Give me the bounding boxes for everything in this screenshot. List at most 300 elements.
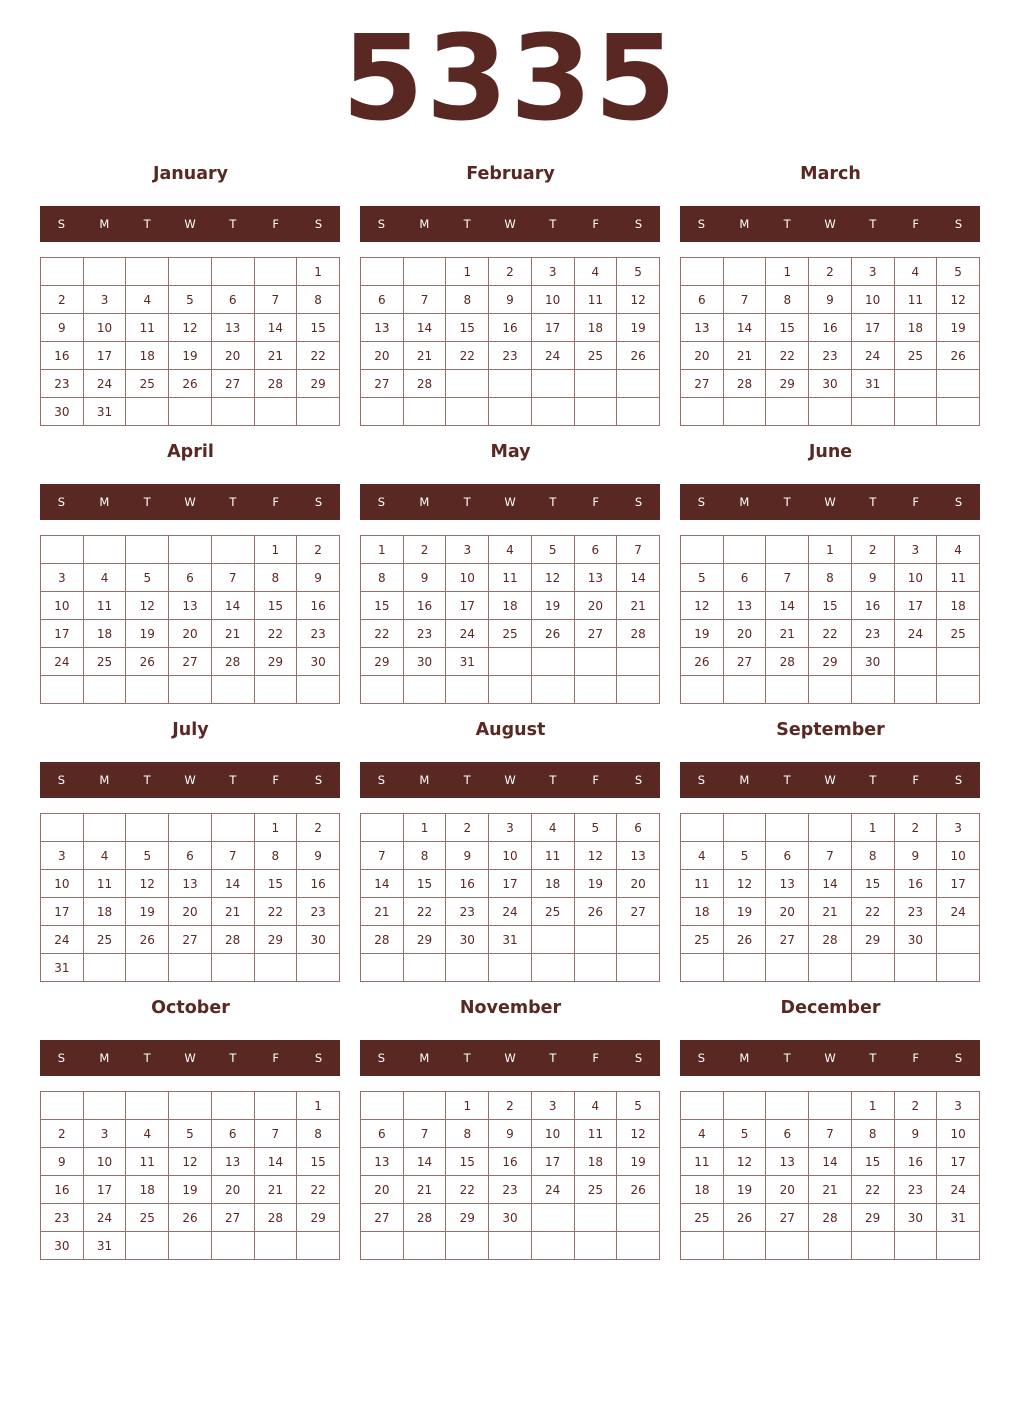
empty-cell bbox=[574, 926, 617, 954]
day-cell: 9 bbox=[851, 564, 894, 592]
day-cell: 10 bbox=[83, 1148, 126, 1176]
day-cell: 6 bbox=[681, 286, 724, 314]
week-row bbox=[681, 898, 980, 926]
weekday-label: S bbox=[57, 1051, 66, 1065]
weekday-label: S bbox=[314, 217, 323, 231]
empty-cell bbox=[723, 1232, 766, 1260]
empty-cell bbox=[211, 258, 254, 286]
day-cell: 20 bbox=[211, 342, 254, 370]
day-cell: 16 bbox=[297, 870, 340, 898]
empty-cell bbox=[723, 814, 766, 842]
empty-cell bbox=[723, 1092, 766, 1120]
day-cell: 13 bbox=[574, 564, 617, 592]
empty-cell bbox=[531, 1204, 574, 1232]
day-cell: 3 bbox=[489, 814, 532, 842]
day-cell: 7 bbox=[809, 842, 852, 870]
day-cell: 15 bbox=[254, 870, 297, 898]
week-row bbox=[41, 842, 340, 870]
week-row bbox=[681, 1148, 980, 1176]
day-cell: 24 bbox=[937, 1176, 980, 1204]
day-cell: 23 bbox=[851, 620, 894, 648]
week-row bbox=[681, 954, 980, 982]
day-cell: 12 bbox=[169, 1148, 212, 1176]
empty-cell bbox=[681, 1092, 724, 1120]
empty-cell bbox=[211, 676, 254, 704]
month-name: November bbox=[459, 998, 562, 1018]
day-cell: 23 bbox=[446, 898, 489, 926]
empty-cell bbox=[169, 676, 212, 704]
weekday-label: T bbox=[549, 217, 557, 231]
day-cell: 19 bbox=[723, 898, 766, 926]
empty-cell bbox=[574, 676, 617, 704]
day-cell: 20 bbox=[211, 1176, 254, 1204]
weekday-label: S bbox=[57, 217, 66, 231]
empty-cell bbox=[617, 676, 660, 704]
day-cell: 5 bbox=[937, 258, 980, 286]
day-cell: 2 bbox=[41, 1120, 84, 1148]
day-cell: 14 bbox=[211, 592, 254, 620]
day-cell: 9 bbox=[894, 842, 937, 870]
day-cell: 17 bbox=[531, 314, 574, 342]
day-cell: 8 bbox=[254, 564, 297, 592]
day-cell: 28 bbox=[254, 1204, 297, 1232]
month-name: May bbox=[490, 442, 531, 462]
weekday-label: T bbox=[229, 1051, 237, 1065]
day-cell: 29 bbox=[809, 648, 852, 676]
weekday-label: T bbox=[869, 495, 877, 509]
empty-cell bbox=[809, 398, 852, 426]
week-row bbox=[361, 592, 660, 620]
empty-cell bbox=[126, 676, 169, 704]
weekday-label: S bbox=[697, 217, 706, 231]
weekday-header bbox=[40, 206, 340, 242]
day-cell: 7 bbox=[254, 1120, 297, 1148]
day-cell: 8 bbox=[403, 842, 446, 870]
day-cell: 31 bbox=[41, 954, 84, 982]
day-cell: 14 bbox=[809, 870, 852, 898]
weekday-label: T bbox=[229, 773, 237, 787]
empty-cell bbox=[574, 398, 617, 426]
day-cell: 22 bbox=[361, 620, 404, 648]
week-row bbox=[681, 870, 980, 898]
day-cell: 15 bbox=[809, 592, 852, 620]
day-cell: 1 bbox=[361, 536, 404, 564]
day-cell: 30 bbox=[489, 1204, 532, 1232]
empty-cell bbox=[446, 1232, 489, 1260]
day-cell: 15 bbox=[297, 1148, 340, 1176]
day-cell: 28 bbox=[809, 926, 852, 954]
weekday-label: S bbox=[697, 1051, 706, 1065]
day-cell: 14 bbox=[254, 1148, 297, 1176]
weekday-label: S bbox=[377, 495, 386, 509]
day-cell: 17 bbox=[894, 592, 937, 620]
empty-cell bbox=[937, 926, 980, 954]
day-cell: 18 bbox=[574, 1148, 617, 1176]
day-cell: 17 bbox=[937, 1148, 980, 1176]
day-cell: 3 bbox=[41, 842, 84, 870]
day-cell: 18 bbox=[83, 620, 126, 648]
weekday-label: S bbox=[314, 1051, 323, 1065]
empty-cell bbox=[681, 1232, 724, 1260]
empty-cell bbox=[489, 370, 532, 398]
day-cell: 25 bbox=[126, 370, 169, 398]
empty-cell bbox=[617, 1232, 660, 1260]
day-cell: 27 bbox=[169, 648, 212, 676]
day-cell: 7 bbox=[403, 286, 446, 314]
day-cell: 22 bbox=[809, 620, 852, 648]
day-cell: 23 bbox=[489, 1176, 532, 1204]
day-cell: 9 bbox=[41, 1148, 84, 1176]
day-cell: 21 bbox=[211, 620, 254, 648]
empty-cell bbox=[851, 1232, 894, 1260]
empty-cell bbox=[766, 814, 809, 842]
week-row bbox=[681, 370, 980, 398]
weekday-label: W bbox=[824, 217, 836, 231]
day-cell: 12 bbox=[126, 592, 169, 620]
day-cell: 31 bbox=[446, 648, 489, 676]
day-cell: 1 bbox=[446, 258, 489, 286]
empty-cell bbox=[254, 1092, 297, 1120]
day-cell: 22 bbox=[403, 898, 446, 926]
day-cell: 24 bbox=[83, 1204, 126, 1232]
day-cell: 28 bbox=[617, 620, 660, 648]
weekday-label: S bbox=[634, 495, 643, 509]
day-cell: 4 bbox=[489, 536, 532, 564]
empty-cell bbox=[809, 676, 852, 704]
day-cell: 30 bbox=[894, 926, 937, 954]
day-cell: 24 bbox=[489, 898, 532, 926]
week-row bbox=[361, 314, 660, 342]
empty-cell bbox=[851, 398, 894, 426]
day-cell: 4 bbox=[681, 842, 724, 870]
day-cell: 28 bbox=[723, 370, 766, 398]
weekday-label: T bbox=[229, 495, 237, 509]
day-cell: 5 bbox=[126, 564, 169, 592]
empty-cell bbox=[574, 954, 617, 982]
empty-cell bbox=[254, 1232, 297, 1260]
empty-cell bbox=[211, 1092, 254, 1120]
empty-cell bbox=[254, 258, 297, 286]
day-cell: 18 bbox=[894, 314, 937, 342]
week-row bbox=[681, 1120, 980, 1148]
day-cell: 11 bbox=[83, 870, 126, 898]
empty-cell bbox=[531, 676, 574, 704]
empty-cell bbox=[489, 398, 532, 426]
day-cell: 9 bbox=[489, 286, 532, 314]
day-cell: 24 bbox=[41, 648, 84, 676]
day-cell: 30 bbox=[809, 370, 852, 398]
weekday-label: S bbox=[954, 1051, 963, 1065]
day-cell: 7 bbox=[766, 564, 809, 592]
day-cell: 16 bbox=[446, 870, 489, 898]
day-cell: 10 bbox=[41, 592, 84, 620]
day-cell: 15 bbox=[297, 314, 340, 342]
week-row bbox=[41, 870, 340, 898]
day-cell: 23 bbox=[894, 1176, 937, 1204]
weekday-label: F bbox=[912, 495, 920, 509]
day-cell: 4 bbox=[83, 842, 126, 870]
day-cell: 8 bbox=[297, 286, 340, 314]
day-cell: 22 bbox=[446, 342, 489, 370]
week-row bbox=[41, 648, 340, 676]
day-cell: 7 bbox=[617, 536, 660, 564]
day-cell: 7 bbox=[361, 842, 404, 870]
day-cell: 29 bbox=[446, 1204, 489, 1232]
day-cell: 20 bbox=[361, 342, 404, 370]
day-grid bbox=[680, 813, 980, 982]
day-cell: 5 bbox=[169, 1120, 212, 1148]
empty-cell bbox=[83, 536, 126, 564]
day-cell: 3 bbox=[937, 1092, 980, 1120]
day-cell: 17 bbox=[531, 1148, 574, 1176]
empty-cell bbox=[254, 676, 297, 704]
weekday-label: S bbox=[697, 773, 706, 787]
empty-cell bbox=[361, 676, 404, 704]
week-row bbox=[361, 564, 660, 592]
empty-cell bbox=[169, 814, 212, 842]
day-cell: 5 bbox=[681, 564, 724, 592]
day-cell: 13 bbox=[766, 1148, 809, 1176]
day-cell: 15 bbox=[361, 592, 404, 620]
empty-cell bbox=[681, 814, 724, 842]
day-cell: 27 bbox=[681, 370, 724, 398]
day-cell: 3 bbox=[83, 286, 126, 314]
day-cell: 20 bbox=[681, 342, 724, 370]
day-cell: 15 bbox=[403, 870, 446, 898]
day-cell: 28 bbox=[211, 648, 254, 676]
day-cell: 24 bbox=[531, 1176, 574, 1204]
day-cell: 27 bbox=[766, 926, 809, 954]
day-cell: 23 bbox=[894, 898, 937, 926]
empty-cell bbox=[681, 954, 724, 982]
day-cell: 22 bbox=[446, 1176, 489, 1204]
day-cell: 17 bbox=[41, 898, 84, 926]
day-cell: 9 bbox=[297, 842, 340, 870]
month-name: January bbox=[152, 164, 229, 184]
empty-cell bbox=[83, 814, 126, 842]
day-cell: 9 bbox=[297, 564, 340, 592]
empty-cell bbox=[126, 258, 169, 286]
empty-cell bbox=[126, 1232, 169, 1260]
weekday-label: W bbox=[504, 773, 516, 787]
day-cell: 28 bbox=[766, 648, 809, 676]
day-cell: 28 bbox=[403, 370, 446, 398]
day-cell: 17 bbox=[41, 620, 84, 648]
weekday-header bbox=[40, 1040, 340, 1076]
day-cell: 18 bbox=[681, 1176, 724, 1204]
empty-cell bbox=[403, 1232, 446, 1260]
day-grid bbox=[40, 257, 340, 426]
day-cell: 3 bbox=[446, 536, 489, 564]
day-cell: 21 bbox=[766, 620, 809, 648]
day-cell: 30 bbox=[297, 648, 340, 676]
day-cell: 25 bbox=[83, 926, 126, 954]
day-cell: 14 bbox=[403, 1148, 446, 1176]
weekday-label: T bbox=[869, 217, 877, 231]
day-cell: 25 bbox=[83, 648, 126, 676]
day-cell: 9 bbox=[41, 314, 84, 342]
day-cell: 8 bbox=[254, 842, 297, 870]
empty-cell bbox=[169, 954, 212, 982]
day-cell: 21 bbox=[254, 1176, 297, 1204]
day-cell: 29 bbox=[297, 370, 340, 398]
day-cell: 14 bbox=[211, 870, 254, 898]
month-name: December bbox=[780, 998, 881, 1018]
day-cell: 24 bbox=[851, 342, 894, 370]
week-row bbox=[681, 926, 980, 954]
day-cell: 2 bbox=[297, 814, 340, 842]
day-cell: 20 bbox=[617, 870, 660, 898]
week-row bbox=[681, 536, 980, 564]
day-cell: 19 bbox=[937, 314, 980, 342]
empty-cell bbox=[937, 954, 980, 982]
empty-cell bbox=[681, 398, 724, 426]
day-cell: 21 bbox=[809, 898, 852, 926]
empty-cell bbox=[531, 954, 574, 982]
empty-cell bbox=[723, 954, 766, 982]
day-cell: 25 bbox=[574, 1176, 617, 1204]
week-row bbox=[361, 898, 660, 926]
week-row bbox=[361, 370, 660, 398]
empty-cell bbox=[83, 1092, 126, 1120]
week-row bbox=[41, 1092, 340, 1120]
weekday-label: W bbox=[824, 495, 836, 509]
empty-cell bbox=[211, 814, 254, 842]
empty-cell bbox=[41, 814, 84, 842]
day-cell: 10 bbox=[489, 842, 532, 870]
day-cell: 14 bbox=[254, 314, 297, 342]
empty-cell bbox=[126, 536, 169, 564]
month-name: August bbox=[475, 720, 546, 740]
weekday-label: T bbox=[549, 1051, 557, 1065]
empty-cell bbox=[617, 1204, 660, 1232]
day-cell: 27 bbox=[617, 898, 660, 926]
empty-cell bbox=[766, 954, 809, 982]
month-name: March bbox=[800, 164, 861, 184]
weekday-label: W bbox=[824, 1051, 836, 1065]
weekday-header bbox=[680, 206, 980, 242]
weekday-label: F bbox=[272, 773, 280, 787]
day-cell: 3 bbox=[41, 564, 84, 592]
week-row bbox=[361, 676, 660, 704]
day-cell: 3 bbox=[894, 536, 937, 564]
day-cell: 21 bbox=[617, 592, 660, 620]
day-cell: 1 bbox=[403, 814, 446, 842]
month-name: October bbox=[151, 998, 230, 1018]
week-row bbox=[361, 620, 660, 648]
weekday-label: M bbox=[419, 1051, 430, 1065]
empty-cell bbox=[809, 1092, 852, 1120]
day-cell: 31 bbox=[83, 398, 126, 426]
day-cell: 28 bbox=[403, 1204, 446, 1232]
weekday-label: T bbox=[229, 217, 237, 231]
week-row bbox=[361, 258, 660, 286]
day-cell: 6 bbox=[617, 814, 660, 842]
day-cell: 22 bbox=[297, 1176, 340, 1204]
day-cell: 26 bbox=[723, 1204, 766, 1232]
weekday-label: T bbox=[463, 773, 471, 787]
empty-cell bbox=[574, 1232, 617, 1260]
empty-cell bbox=[446, 398, 489, 426]
week-row bbox=[361, 814, 660, 842]
empty-cell bbox=[531, 398, 574, 426]
day-cell: 7 bbox=[211, 564, 254, 592]
day-cell: 20 bbox=[169, 898, 212, 926]
empty-cell bbox=[723, 536, 766, 564]
day-cell: 22 bbox=[851, 1176, 894, 1204]
day-cell: 8 bbox=[297, 1120, 340, 1148]
empty-cell bbox=[766, 1092, 809, 1120]
weekday-label: W bbox=[184, 1051, 196, 1065]
empty-cell bbox=[297, 676, 340, 704]
year-title: 5335 bbox=[341, 9, 679, 147]
empty-cell bbox=[361, 954, 404, 982]
day-cell: 2 bbox=[851, 536, 894, 564]
week-row bbox=[41, 1120, 340, 1148]
day-cell: 10 bbox=[937, 842, 980, 870]
weekday-label: W bbox=[504, 495, 516, 509]
day-cell: 6 bbox=[766, 842, 809, 870]
day-cell: 4 bbox=[83, 564, 126, 592]
weekday-label: S bbox=[634, 1051, 643, 1065]
empty-cell bbox=[766, 1232, 809, 1260]
day-cell: 24 bbox=[894, 620, 937, 648]
day-cell: 5 bbox=[574, 814, 617, 842]
weekday-label: S bbox=[377, 773, 386, 787]
day-cell: 27 bbox=[361, 370, 404, 398]
day-grid bbox=[360, 535, 660, 704]
empty-cell bbox=[126, 398, 169, 426]
day-cell: 17 bbox=[83, 342, 126, 370]
day-cell: 16 bbox=[894, 1148, 937, 1176]
weekday-label: M bbox=[99, 495, 110, 509]
empty-cell bbox=[681, 676, 724, 704]
week-row bbox=[361, 648, 660, 676]
weekday-label: F bbox=[272, 217, 280, 231]
week-row bbox=[41, 676, 340, 704]
weekday-label: W bbox=[184, 495, 196, 509]
day-cell: 29 bbox=[254, 926, 297, 954]
day-cell: 8 bbox=[446, 1120, 489, 1148]
day-cell: 1 bbox=[809, 536, 852, 564]
empty-cell bbox=[531, 1232, 574, 1260]
day-cell: 9 bbox=[894, 1120, 937, 1148]
empty-cell bbox=[297, 1232, 340, 1260]
day-cell: 24 bbox=[446, 620, 489, 648]
weekday-header bbox=[360, 762, 660, 798]
week-row bbox=[361, 954, 660, 982]
day-cell: 19 bbox=[723, 1176, 766, 1204]
weekday-label: S bbox=[314, 773, 323, 787]
week-row bbox=[41, 314, 340, 342]
empty-cell bbox=[531, 648, 574, 676]
day-cell: 23 bbox=[41, 370, 84, 398]
day-cell: 16 bbox=[851, 592, 894, 620]
weekday-label: F bbox=[272, 495, 280, 509]
week-row bbox=[361, 1120, 660, 1148]
day-cell: 19 bbox=[681, 620, 724, 648]
day-cell: 7 bbox=[403, 1120, 446, 1148]
day-cell: 20 bbox=[723, 620, 766, 648]
empty-cell bbox=[937, 648, 980, 676]
day-cell: 1 bbox=[254, 814, 297, 842]
weekday-header bbox=[360, 484, 660, 520]
empty-cell bbox=[894, 398, 937, 426]
day-cell: 23 bbox=[41, 1204, 84, 1232]
day-cell: 16 bbox=[41, 1176, 84, 1204]
day-cell: 25 bbox=[531, 898, 574, 926]
weekday-label: M bbox=[419, 217, 430, 231]
